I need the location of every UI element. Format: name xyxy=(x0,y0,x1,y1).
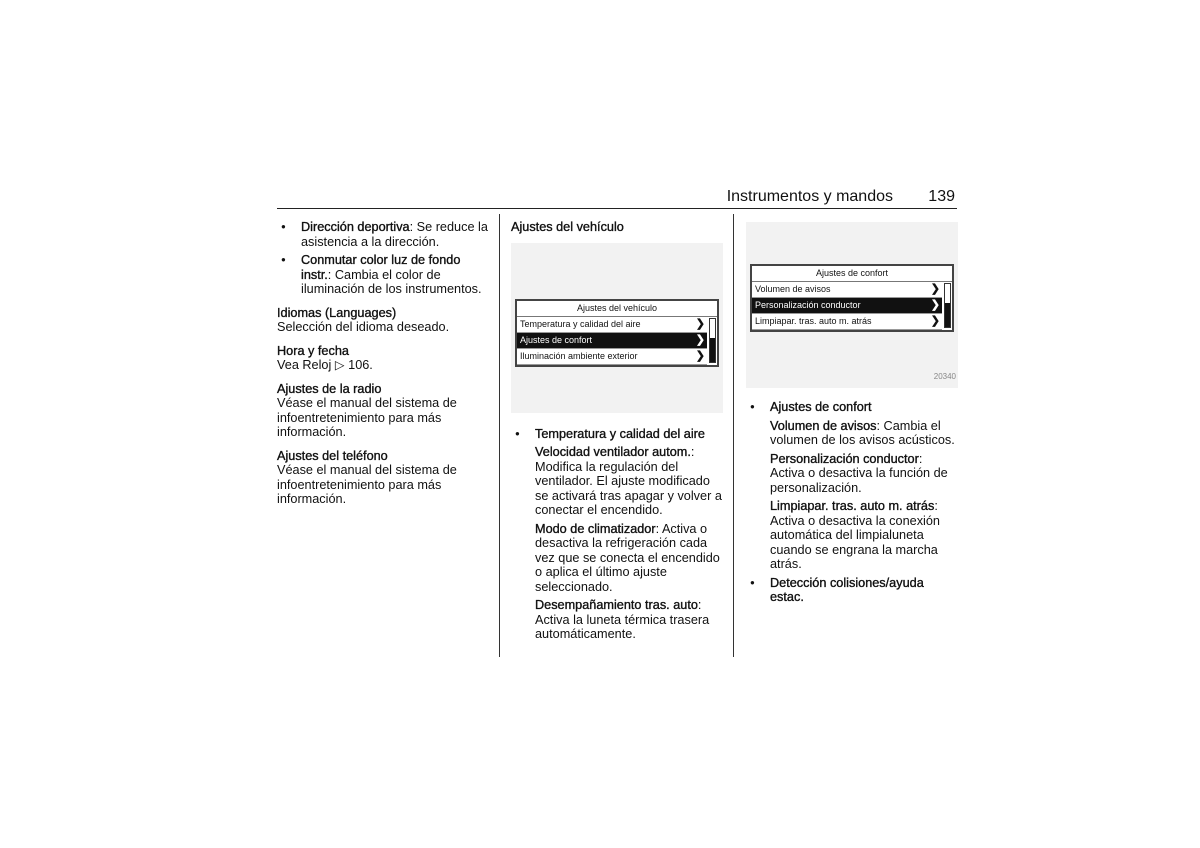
header-title: Instrumentos y mandos xyxy=(726,188,893,205)
section-title: Ajustes de la radio xyxy=(277,381,382,396)
menu-item[interactable]: Volumen de avisos ❯ xyxy=(752,282,942,298)
menu-panel xyxy=(515,299,719,367)
list-subitem: Velocidad ventilador autom.: Modifica la regulación del ventilador. El ajuste modificado se activará tras apagar y volver a conectar el encendido. xyxy=(535,445,722,517)
list-item: ● Ajustes de confort xyxy=(746,400,958,415)
scrollbar-thumb[interactable] xyxy=(945,303,950,327)
section-time-date: Hora y fecha Vea Reloj ▷ 106. xyxy=(277,344,489,373)
chevron-right-icon: ❯ xyxy=(695,333,705,346)
list-subitem: Desempañamiento tras. auto: Activa la luneta térmica trasera automáticamente. xyxy=(535,598,710,641)
section-title: Ajustes del vehículo xyxy=(511,220,624,234)
page-number: 139 xyxy=(928,188,955,205)
chevron-right-icon: ❯ xyxy=(930,283,940,295)
list-item: ● Dirección deportiva: Se reduce la asistencia a la dirección. xyxy=(277,220,489,249)
display-screenshot xyxy=(746,222,958,388)
figure-code: 20340 xyxy=(933,371,956,381)
list-item: ● Detección colisiones/ayuda estac. xyxy=(746,576,958,605)
section-radio: Ajustes de la radio Véase el manual del sistema de infoentretenimiento para más información. xyxy=(277,382,489,440)
menu-item[interactable]: Limpiapar. tras. auto m. atrás ❯ xyxy=(752,314,942,330)
page-header xyxy=(277,186,957,209)
list-subitem: Volumen de avisos: Cambia el volumen de los avisos acústicos. xyxy=(770,418,955,447)
scrollbar-thumb[interactable] xyxy=(710,338,715,362)
list-subitem: Modo de climatizador: Activa o desactiva la refrigeración cada vez que se conecta el encendido o aplica el último ajuste seleccionado. xyxy=(535,521,720,594)
menu-title: Ajustes del vehículo xyxy=(517,301,717,317)
menu-item-selected[interactable]: Ajustes de confort ❯ xyxy=(517,333,707,349)
list-subitem: Personalización conductor: Activa o desactiva la función de personalización. xyxy=(770,451,948,495)
menu-item-selected[interactable]: Personalización conductor ❯ xyxy=(752,298,942,314)
chevron-right-icon: ❯ xyxy=(695,349,705,362)
menu-item[interactable]: Temperatura y calidad del aire ❯ xyxy=(517,317,707,333)
column-divider xyxy=(733,214,734,657)
list-item: ● Temperatura y calidad del aire xyxy=(511,427,723,442)
column-right xyxy=(746,220,958,609)
column-divider xyxy=(499,214,500,657)
section-title: Hora y fecha xyxy=(277,343,349,358)
section-phone: Ajustes del teléfono Véase el manual del sistema de infoentretenimiento para más información. xyxy=(277,449,489,507)
display-screenshot xyxy=(511,243,723,413)
section-title: Idiomas (Languages) xyxy=(277,305,397,320)
section-languages: Idiomas (Languages) Selección del idioma deseado. xyxy=(277,306,489,335)
list-subitem: Limpiapar. tras. auto m. atrás: Activa o desactiva la conexión automática del limpialuneta cuando se engrana la marcha atrás. xyxy=(770,499,940,571)
page-ref-icon: ▷ xyxy=(334,358,349,372)
column-middle xyxy=(511,220,723,646)
list-item: ● Conmutar color luz de fondo instr.: Cambia el color de iluminación de los instrumentos. xyxy=(277,253,489,297)
menu-title: Ajustes de confort xyxy=(752,266,952,282)
section-title: Ajustes del teléfono xyxy=(277,448,388,463)
menu-item[interactable]: Iluminación ambiente exterior ❯ xyxy=(517,349,707,365)
column-left xyxy=(277,220,489,507)
scrollbar[interactable] xyxy=(709,318,716,363)
scrollbar[interactable] xyxy=(944,283,951,328)
chevron-right-icon: ❯ xyxy=(695,317,705,330)
menu-panel xyxy=(750,264,954,332)
chevron-right-icon: ❯ xyxy=(930,315,940,327)
chevron-right-icon: ❯ xyxy=(930,299,940,311)
